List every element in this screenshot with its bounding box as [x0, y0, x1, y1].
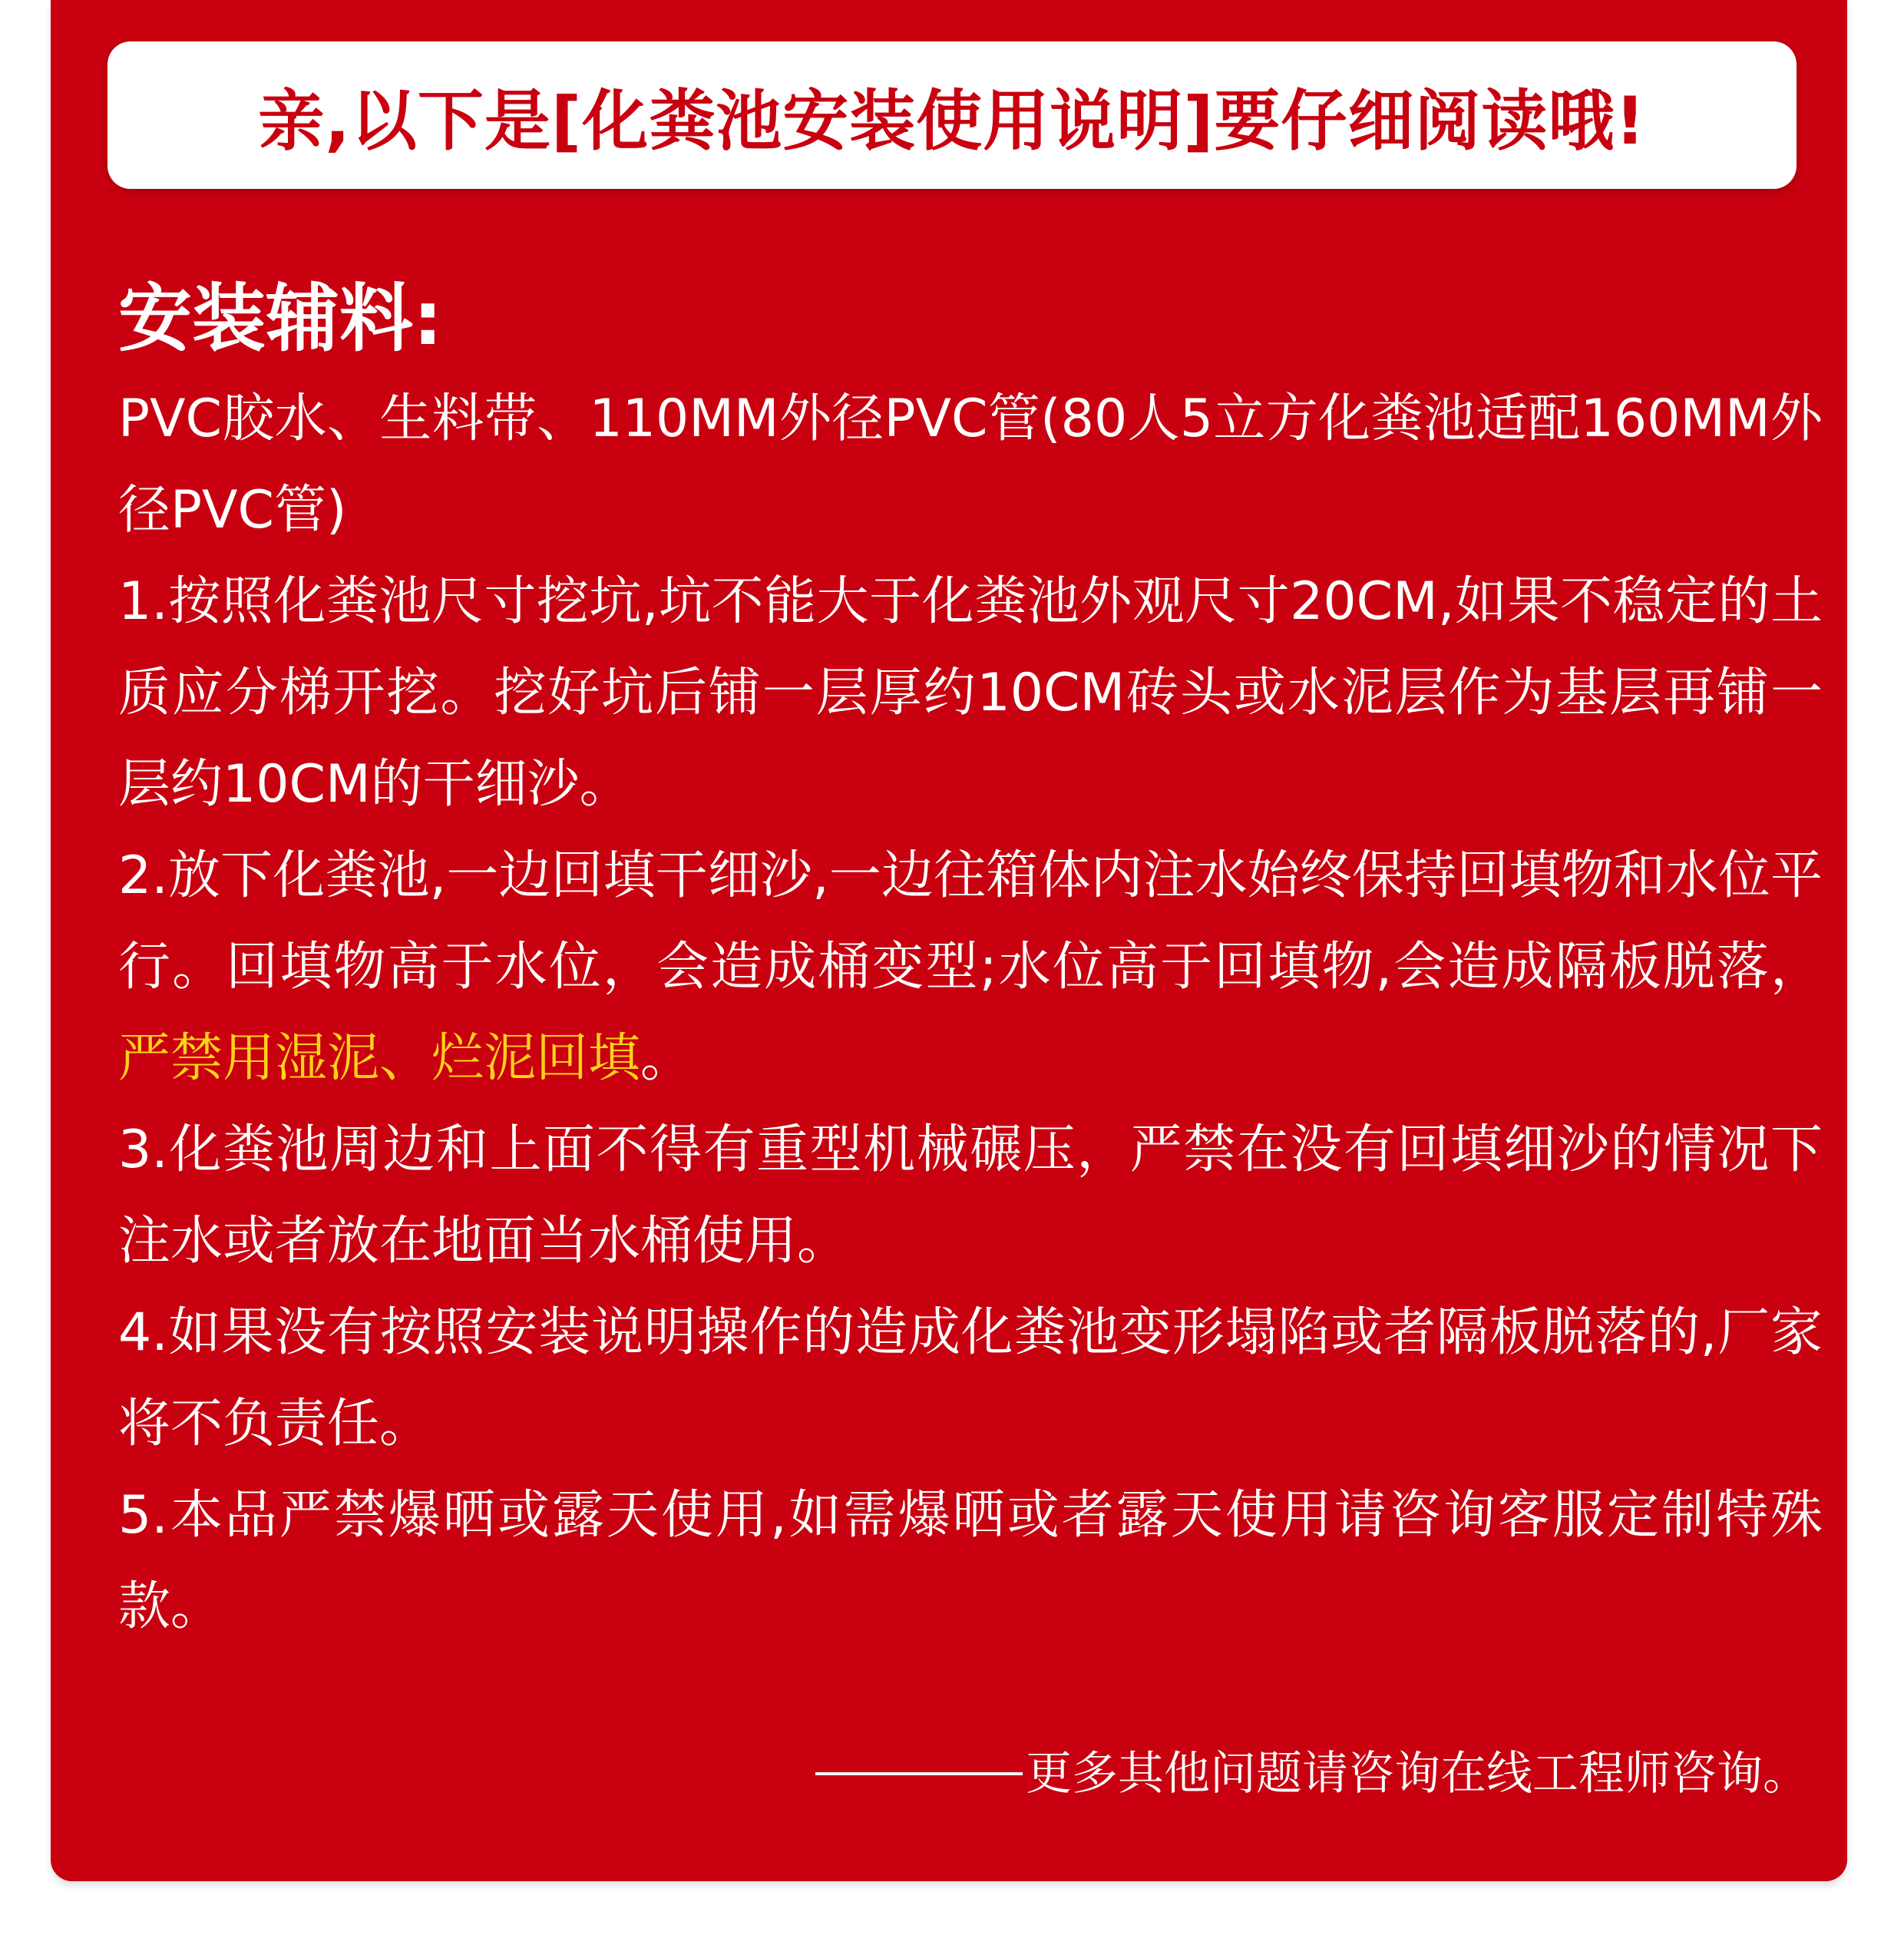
step-3: 3.化粪池周边和上面不得有重型机械碾压，严禁在没有回填细沙的情况下注水或者放在地面当水桶使用。: [118, 1120, 1823, 1272]
step-2: [118, 830, 1823, 1104]
step-4: 4.如果没有按照安装说明操作的造成化粪池变形塌陷或者隔板脱落的,厂家将不负责任。: [118, 1302, 1823, 1454]
title-banner: [107, 41, 1797, 189]
step-2-end: 。: [640, 1028, 693, 1089]
step-2-text: 2.放下化粪池,一边回填干细沙,一边往箱体内注水始终保持回填物和水位平行。回填物高于水位，会造成桶变型;水位高于回填物,会造成隔板脱落，: [118, 845, 1823, 997]
instructions-content: [118, 269, 1823, 1652]
step-5: 5.本品严禁爆晒或露天使用,如需爆晒或者露天使用请咨询客服定制特殊款。: [118, 1485, 1823, 1637]
step-2-warning: 严禁用湿泥、烂泥回填: [118, 1028, 641, 1089]
footer-note: [815, 1743, 1809, 1804]
materials-text: PVC胶水、生料带、110MM外径PVC管(80人5立方化粪池适配160MM外径PVC管): [118, 389, 1823, 541]
instruction-card: [51, 0, 1847, 1881]
step-1: 1.按照化粪池尺寸挖坑,坑不能大于化粪池外观尺寸20CM,如果不稳定的土质应分梯开挖。挖好坑后铺一层厚约10CM砖头或水泥层作为基层再铺一层约10CM的干细沙。: [118, 571, 1823, 815]
footer-note-text: 更多其他问题请咨询在线工程师咨询。: [1026, 1747, 1809, 1801]
section-heading: 安装辅料:: [118, 276, 443, 362]
dash-divider: [815, 1772, 1023, 1775]
banner-title: 亲,以下是[化粪池安装使用说明]要仔细阅读哦!: [258, 83, 1646, 160]
